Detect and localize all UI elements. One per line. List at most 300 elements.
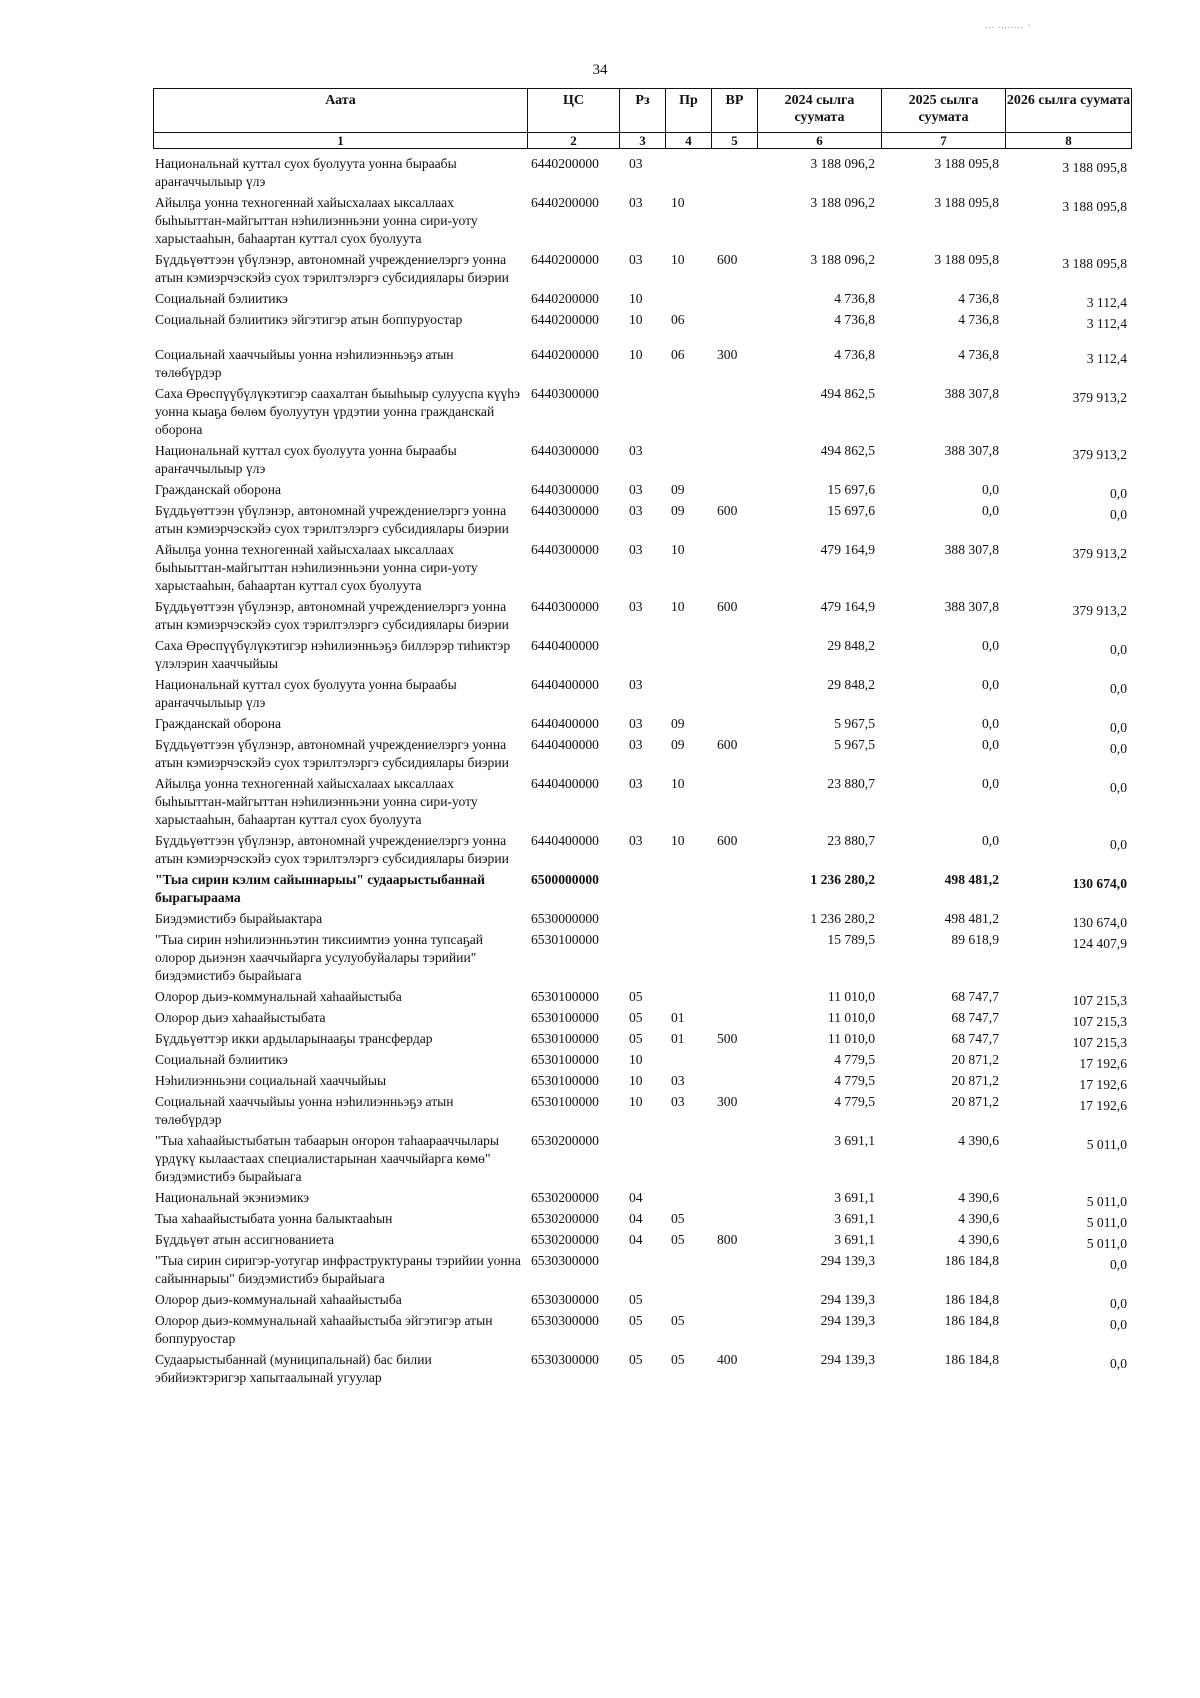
table-row: [153, 332, 1131, 385]
row-name: Национальнай куттал суох буолуута уонна быраабы араҥаччылыыр үлэ: [155, 677, 457, 710]
table-body: [153, 155, 1131, 1390]
row-value-2024: 5 967,5: [834, 737, 875, 752]
row-vr: [711, 1291, 757, 1312]
table-row: [153, 1132, 1131, 1189]
row-value-2026: [1005, 290, 1131, 311]
row-cs: 6440300000: [531, 386, 599, 401]
row-value-2026-text: 0,0: [1110, 720, 1127, 735]
row-pr: 10: [671, 833, 685, 848]
row-value-2026-text: 107 215,3: [1072, 993, 1127, 1008]
row-value-2026-text: 0,0: [1110, 1257, 1127, 1272]
table-row: [153, 1051, 1131, 1072]
row-value-2026: [1005, 931, 1131, 988]
row-vr: 600: [717, 833, 738, 848]
row-name: Айылҕа уонна техногеннай хайысхалаах ыксаллаах быһыыттан-майгыттан нэһилиэнньэни уонна сири-уоту харыстааһын, баһаартан куттал суох буолуута: [155, 195, 478, 246]
row-rz: [619, 910, 665, 931]
row-cs: 6440200000: [531, 252, 599, 267]
row-value-2026-text: 3 188 095,8: [1062, 199, 1127, 214]
row-value-2025: 3 188 095,8: [934, 252, 999, 267]
row-rz: 03: [629, 503, 643, 518]
column-number: 1: [154, 133, 528, 149]
row-value-2026: [1005, 736, 1131, 775]
row-value-2024: 15 789,5: [827, 932, 875, 947]
row-vr: 300: [717, 1094, 738, 1109]
row-pr: 03: [671, 1094, 685, 1109]
row-rz: 03: [629, 156, 643, 171]
row-value-2025: 388 307,8: [944, 386, 999, 401]
row-cs: 6440300000: [531, 482, 599, 497]
row-value-2026-text: 0,0: [1110, 642, 1127, 657]
row-value-2024: 1 236 280,2: [810, 911, 875, 926]
row-pr: 03: [671, 1073, 685, 1088]
row-pr: [665, 1291, 711, 1312]
row-value-2026-text: 379 913,2: [1072, 603, 1127, 618]
row-value-2026: [1005, 541, 1131, 598]
row-value-2026-text: 3 112,4: [1086, 316, 1127, 331]
row-pr: 05: [671, 1313, 685, 1328]
table-row: [153, 1231, 1131, 1252]
row-vr: [711, 988, 757, 1009]
row-pr: [665, 1189, 711, 1210]
row-value-2025: 388 307,8: [944, 542, 999, 557]
row-rz: 10: [629, 347, 643, 362]
row-name: Бүддьүөттээн үбүлэнэр, автономнай учреждениелэргэ уонна атын кэмиэрчэскэйэ суох тэрилтэлэргэ субсидиялары биэрии: [155, 599, 509, 632]
row-value-2025: 89 618,9: [951, 932, 999, 947]
row-vr: [711, 931, 757, 988]
row-value-2026: [1005, 1132, 1131, 1189]
row-name: Саха Өрөспүүбүлүкэтигэр саахалтан быыһыыр сулууспа күүһэ уонна кыаҕа бөлөм буолуутун үрдэтии уонна гражданскай оборона: [155, 386, 520, 437]
row-pr: [665, 931, 711, 988]
row-pr: [665, 290, 711, 311]
table-row: [153, 290, 1131, 311]
column-number: 7: [882, 133, 1006, 149]
row-name: Судаарыстыбаннай (муниципальнай) бас билии эбийиэктэригэр хапытаалынай угуулар: [155, 1352, 432, 1385]
row-rz: 10: [629, 1073, 643, 1088]
row-value-2024: 11 010,0: [827, 989, 875, 1004]
table-row: [153, 541, 1131, 598]
row-value-2024: 11 010,0: [827, 1010, 875, 1025]
row-value-2026-text: 0,0: [1110, 741, 1127, 756]
row-rz: 10: [629, 1094, 643, 1109]
row-name: Олорор дьиэ-коммунальнай хаһаайыстыба: [155, 989, 402, 1004]
row-value-2025: 4 390,6: [958, 1190, 999, 1205]
row-vr: [711, 637, 757, 676]
row-rz: 03: [629, 599, 643, 614]
row-value-2026: [1005, 715, 1131, 736]
table-header: [153, 88, 1132, 149]
row-value-2025: 4 736,8: [958, 347, 999, 362]
row-value-2026-text: 379 913,2: [1072, 390, 1127, 405]
row-value-2026: [1005, 988, 1131, 1009]
row-value-2026-text: 5 011,0: [1086, 1215, 1127, 1230]
row-pr: 10: [671, 776, 685, 791]
header-2026: 2026 сылга суумата: [1006, 89, 1132, 133]
column-number: 3: [620, 133, 666, 149]
row-value-2025: 388 307,8: [944, 599, 999, 614]
column-number: 4: [666, 133, 712, 149]
row-vr: [711, 910, 757, 931]
row-value-2026-text: 3 112,4: [1086, 351, 1127, 366]
row-value-2025: 20 871,2: [951, 1052, 999, 1067]
row-vr: [711, 1252, 757, 1291]
row-value-2026-text: 5 011,0: [1086, 1137, 1127, 1152]
row-value-2025: 68 747,7: [951, 989, 999, 1004]
row-cs: 6440400000: [531, 716, 599, 731]
row-name: Олорор дьиэ хаһаайыстыбата: [155, 1010, 326, 1025]
row-value-2025: 186 184,8: [944, 1253, 999, 1268]
row-value-2024: 3 188 096,2: [810, 195, 875, 210]
row-value-2026: [1005, 442, 1131, 481]
row-value-2025: 0,0: [982, 833, 999, 848]
row-value-2026-text: 107 215,3: [1072, 1014, 1127, 1029]
row-pr: 10: [671, 599, 685, 614]
row-pr: [665, 1252, 711, 1291]
row-value-2025: 388 307,8: [944, 443, 999, 458]
table-row: [153, 988, 1131, 1009]
row-pr: 10: [671, 542, 685, 557]
row-name: Биэдэмистибэ бырайыактара: [155, 911, 323, 926]
row-value-2024: 1 236 280,2: [810, 872, 875, 887]
row-name: Олорор дьиэ-коммунальнай хаһаайыстыба: [155, 1292, 402, 1307]
row-name: "Тыа сирин кэлим сайыннарыы" судаарыстыбаннай бырагыраама: [155, 872, 485, 905]
row-cs: 6530300000: [531, 1313, 599, 1328]
row-rz: [619, 1132, 665, 1189]
row-cs: 6530100000: [531, 1073, 599, 1088]
row-vr: 400: [717, 1352, 738, 1367]
table-row: [153, 1072, 1131, 1093]
row-value-2026-text: 379 913,2: [1072, 546, 1127, 561]
row-value-2026-text: 17 192,6: [1079, 1056, 1127, 1071]
row-rz: 03: [629, 776, 643, 791]
row-value-2024: 15 697,6: [827, 482, 875, 497]
header-2024: 2024 сылга суумата: [758, 89, 882, 133]
row-value-2026: [1005, 1072, 1131, 1093]
row-cs: 6530100000: [531, 1031, 599, 1046]
row-name: Гражданскай оборона: [155, 482, 282, 497]
row-value-2026: [1005, 194, 1131, 251]
row-pr: [665, 910, 711, 931]
row-value-2026-text: 5 011,0: [1086, 1236, 1127, 1251]
row-pr: [665, 871, 711, 910]
row-value-2025: 68 747,7: [951, 1031, 999, 1046]
row-vr: [711, 1210, 757, 1231]
row-value-2026-text: 3 188 095,8: [1062, 256, 1127, 271]
row-value-2026-text: 130 674,0: [1072, 876, 1127, 891]
row-cs: 6440200000: [531, 195, 599, 210]
row-vr: [711, 1312, 757, 1351]
header-name: Аата: [154, 89, 528, 133]
row-vr: [711, 871, 757, 910]
row-rz: 04: [629, 1190, 643, 1205]
row-cs: 6440300000: [531, 542, 599, 557]
row-name: Национальнай куттал суох буолуута уонна быраабы араҥаччылыыр үлэ: [155, 156, 457, 189]
row-rz: 05: [629, 989, 643, 1004]
row-rz: 10: [629, 312, 643, 327]
table-row: [153, 637, 1131, 676]
row-value-2026: [1005, 1231, 1131, 1252]
row-cs: 6530300000: [531, 1352, 599, 1367]
row-rz: [619, 385, 665, 442]
row-name: Социальнай хааччыйыы уонна нэһилиэнньэҕэ атын төлөбүрдэр: [155, 1094, 454, 1127]
column-number: 5: [712, 133, 758, 149]
row-rz: [619, 871, 665, 910]
row-value-2024: 29 848,2: [827, 677, 875, 692]
row-value-2025: 3 188 095,8: [934, 195, 999, 210]
row-value-2026: [1005, 1093, 1131, 1132]
row-value-2025: 498 481,2: [944, 872, 999, 887]
row-name: Тыа хаһаайыстыбата уонна балыктааһын: [155, 1211, 393, 1226]
row-value-2026: [1005, 871, 1131, 910]
row-pr: 09: [671, 503, 685, 518]
row-pr: 05: [671, 1232, 685, 1247]
row-value-2024: 4 779,5: [834, 1073, 875, 1088]
table-row: [153, 910, 1131, 931]
row-vr: [711, 385, 757, 442]
row-rz: 03: [629, 833, 643, 848]
row-cs: 6440200000: [531, 291, 599, 306]
row-value-2025: 0,0: [982, 503, 999, 518]
row-name: Гражданскай оборона: [155, 716, 282, 731]
row-rz: 03: [629, 443, 643, 458]
row-vr: [711, 481, 757, 502]
row-cs: 6440400000: [531, 737, 599, 752]
row-value-2026: [1005, 598, 1131, 637]
table-row: [153, 251, 1131, 290]
row-value-2026-text: 0,0: [1110, 486, 1127, 501]
row-value-2025: 4 390,6: [958, 1232, 999, 1247]
row-cs: 6440200000: [531, 156, 599, 171]
row-value-2024: 3 691,1: [834, 1190, 875, 1205]
row-cs: 6440400000: [531, 677, 599, 692]
row-rz: 03: [629, 542, 643, 557]
row-cs: 6530200000: [531, 1133, 599, 1148]
row-pr: 09: [671, 737, 685, 752]
row-rz: 03: [629, 482, 643, 497]
row-cs: 6440400000: [531, 776, 599, 791]
row-value-2026: [1005, 637, 1131, 676]
row-cs: 6530100000: [531, 1010, 599, 1025]
row-rz: 10: [629, 1052, 643, 1067]
row-value-2024: 3 188 096,2: [810, 252, 875, 267]
row-vr: [711, 1189, 757, 1210]
row-value-2026-text: 3 112,4: [1086, 295, 1127, 310]
table-row: [153, 1009, 1131, 1030]
header-cs: ЦС: [528, 89, 620, 133]
row-value-2026-text: 5 011,0: [1086, 1194, 1127, 1209]
row-value-2026: [1005, 1351, 1131, 1390]
row-value-2025: 20 871,2: [951, 1094, 999, 1109]
header-vr: ВР: [712, 89, 758, 133]
row-pr: 06: [671, 347, 685, 362]
header-rz: Рз: [620, 89, 666, 133]
row-name: Айылҕа уонна техногеннай хайысхалаах ыксаллаах быһыыттан-майгыттан нэһилиэнньэни уонна сири-уоту харыстааһын, баһаартан куттал суох буолуута: [155, 542, 478, 593]
row-value-2026-text: 0,0: [1110, 507, 1127, 522]
row-pr: [665, 1051, 711, 1072]
row-value-2026: [1005, 385, 1131, 442]
row-rz: 10: [629, 291, 643, 306]
row-name: Бүддьүөттээн үбүлэнэр, автономнай учреждениелэргэ уонна атын кэмиэрчэскэйэ суох тэрилтэлэргэ субсидиялары биэрии: [155, 252, 509, 285]
table-row: [153, 481, 1131, 502]
row-pr: 01: [671, 1031, 685, 1046]
table-row: [153, 442, 1131, 481]
row-rz: 05: [629, 1010, 643, 1025]
row-value-2026-text: 379 913,2: [1072, 447, 1127, 462]
column-number: 6: [758, 133, 882, 149]
table-row: [153, 1351, 1131, 1390]
row-vr: [711, 194, 757, 251]
row-value-2024: 29 848,2: [827, 638, 875, 653]
row-vr: [711, 541, 757, 598]
row-value-2026-text: 17 192,6: [1079, 1077, 1127, 1092]
table-row: [153, 832, 1131, 871]
row-value-2024: 5 967,5: [834, 716, 875, 731]
row-value-2025: 0,0: [982, 737, 999, 752]
row-value-2026: [1005, 910, 1131, 931]
row-value-2024: 3 691,1: [834, 1133, 875, 1148]
row-vr: [711, 442, 757, 481]
row-name: Национальнай куттал суох буолуута уонна быраабы араҥаччылыыр үлэ: [155, 443, 457, 476]
row-pr: 09: [671, 482, 685, 497]
row-value-2025: 4 736,8: [958, 312, 999, 327]
row-rz: [619, 1252, 665, 1291]
row-vr: [711, 290, 757, 311]
table-row: [153, 715, 1131, 736]
table-row: [153, 502, 1131, 541]
table-row: [153, 194, 1131, 251]
table-row: [153, 1291, 1131, 1312]
row-value-2025: 4 390,6: [958, 1211, 999, 1226]
row-name: Социальнай бэлиитикэ: [155, 291, 288, 306]
row-name: Бүддьүөт атын ассигнованиета: [155, 1232, 335, 1247]
row-pr: 01: [671, 1010, 685, 1025]
row-name: Бүддьүөттэр икки ардыларынааҕы трансфердар: [155, 1031, 433, 1046]
row-pr: 10: [671, 252, 685, 267]
row-name: Нэһилиэнньэни социальнай хааччыйыы: [155, 1073, 387, 1088]
row-cs: 6530000000: [531, 911, 599, 926]
row-vr: 600: [717, 252, 738, 267]
row-value-2024: 3 691,1: [834, 1211, 875, 1226]
row-value-2025: 0,0: [982, 638, 999, 653]
row-value-2026: [1005, 311, 1131, 332]
row-value-2026-text: 0,0: [1110, 1356, 1127, 1371]
row-value-2026-text: 17 192,6: [1079, 1098, 1127, 1113]
row-value-2024: 494 862,5: [820, 443, 875, 458]
row-value-2026: [1005, 1210, 1131, 1231]
row-value-2024: 479 164,9: [820, 599, 875, 614]
row-vr: 300: [717, 347, 738, 362]
row-rz: 03: [629, 737, 643, 752]
table-row: [153, 385, 1131, 442]
row-rz: 05: [629, 1313, 643, 1328]
row-pr: 05: [671, 1211, 685, 1226]
row-value-2024: 4 779,5: [834, 1052, 875, 1067]
row-value-2025: 20 871,2: [951, 1073, 999, 1088]
row-rz: 05: [629, 1292, 643, 1307]
row-rz: [619, 637, 665, 676]
row-value-2024: 15 697,6: [827, 503, 875, 518]
row-pr: [665, 385, 711, 442]
row-value-2026-text: 0,0: [1110, 837, 1127, 852]
row-cs: 6500000000: [531, 872, 599, 887]
row-name: Бүддьүөттээн үбүлэнэр, автономнай учреждениелэргэ уонна атын кэмиэрчэскэйэ суох тэрилтэлэргэ субсидиялары биэрии: [155, 833, 509, 866]
row-value-2026-text: 124 407,9: [1072, 936, 1127, 951]
row-value-2026: [1005, 1312, 1131, 1351]
row-vr: 600: [717, 503, 738, 518]
row-vr: 800: [717, 1232, 738, 1247]
row-vr: 500: [717, 1031, 738, 1046]
row-vr: [711, 1132, 757, 1189]
table-row: [153, 676, 1131, 715]
row-pr: 05: [671, 1352, 685, 1367]
row-value-2026: [1005, 251, 1131, 290]
row-pr: [665, 637, 711, 676]
row-cs: 6440200000: [531, 312, 599, 327]
row-value-2024: 294 139,3: [820, 1292, 875, 1307]
table-row: [153, 1210, 1131, 1231]
table-row: [153, 311, 1131, 332]
row-pr: [665, 155, 711, 194]
row-value-2026: [1005, 1009, 1131, 1030]
row-name: Социальнай бэлиитикэ эйгэтигэр атын боппуруостар: [155, 312, 463, 327]
row-rz: 04: [629, 1211, 643, 1226]
row-value-2026-text: 107 215,3: [1072, 1035, 1127, 1050]
row-cs: 6530200000: [531, 1190, 599, 1205]
row-cs: 6530100000: [531, 1094, 599, 1109]
table-row: [153, 598, 1131, 637]
table-row: [153, 775, 1131, 832]
row-value-2025: 4 390,6: [958, 1133, 999, 1148]
table-row: [153, 1093, 1131, 1132]
row-value-2026: [1005, 481, 1131, 502]
row-vr: [711, 1009, 757, 1030]
row-vr: [711, 715, 757, 736]
row-name: Социальнай бэлиитикэ: [155, 1052, 288, 1067]
table-row: [153, 155, 1131, 194]
row-value-2024: 479 164,9: [820, 542, 875, 557]
row-cs: 6440400000: [531, 833, 599, 848]
row-rz: 05: [629, 1031, 643, 1046]
row-vr: [711, 1072, 757, 1093]
row-name: Бүддьүөттээн үбүлэнэр, автономнай учреждениелэргэ уонна атын кэмиэрчэскэйэ суох тэрилтэлэргэ субсидиялары биэрии: [155, 503, 509, 536]
row-name: "Тыа сирин сиригэр-уотугар инфраструктураны тэрийии уонна сайыннарыы" биэдэмистибэ бырайыага: [155, 1253, 521, 1286]
row-pr: 09: [671, 716, 685, 731]
row-value-2026: [1005, 832, 1131, 871]
column-number: 8: [1006, 133, 1132, 149]
table-row: [153, 1030, 1131, 1051]
row-rz: 03: [629, 252, 643, 267]
row-value-2026: [1005, 1051, 1131, 1072]
table-row: [153, 736, 1131, 775]
row-vr: [711, 311, 757, 332]
row-cs: 6440300000: [531, 443, 599, 458]
row-pr: [665, 442, 711, 481]
row-pr: [665, 676, 711, 715]
row-value-2025: 186 184,8: [944, 1292, 999, 1307]
row-value-2024: 3 188 096,2: [810, 156, 875, 171]
row-cs: 6530300000: [531, 1253, 599, 1268]
row-value-2026: [1005, 332, 1131, 385]
row-rz: 04: [629, 1232, 643, 1247]
row-value-2025: 0,0: [982, 776, 999, 791]
row-cs: 6530100000: [531, 932, 599, 947]
row-value-2026: [1005, 502, 1131, 541]
row-rz: 03: [629, 195, 643, 210]
row-value-2025: 0,0: [982, 716, 999, 731]
row-cs: 6440200000: [531, 347, 599, 362]
row-value-2026: [1005, 155, 1131, 194]
row-value-2026-text: 0,0: [1110, 681, 1127, 696]
row-name: Социальнай хааччыйыы уонна нэһилиэнньэҕэ атын төлөбүрдэр: [155, 347, 454, 380]
